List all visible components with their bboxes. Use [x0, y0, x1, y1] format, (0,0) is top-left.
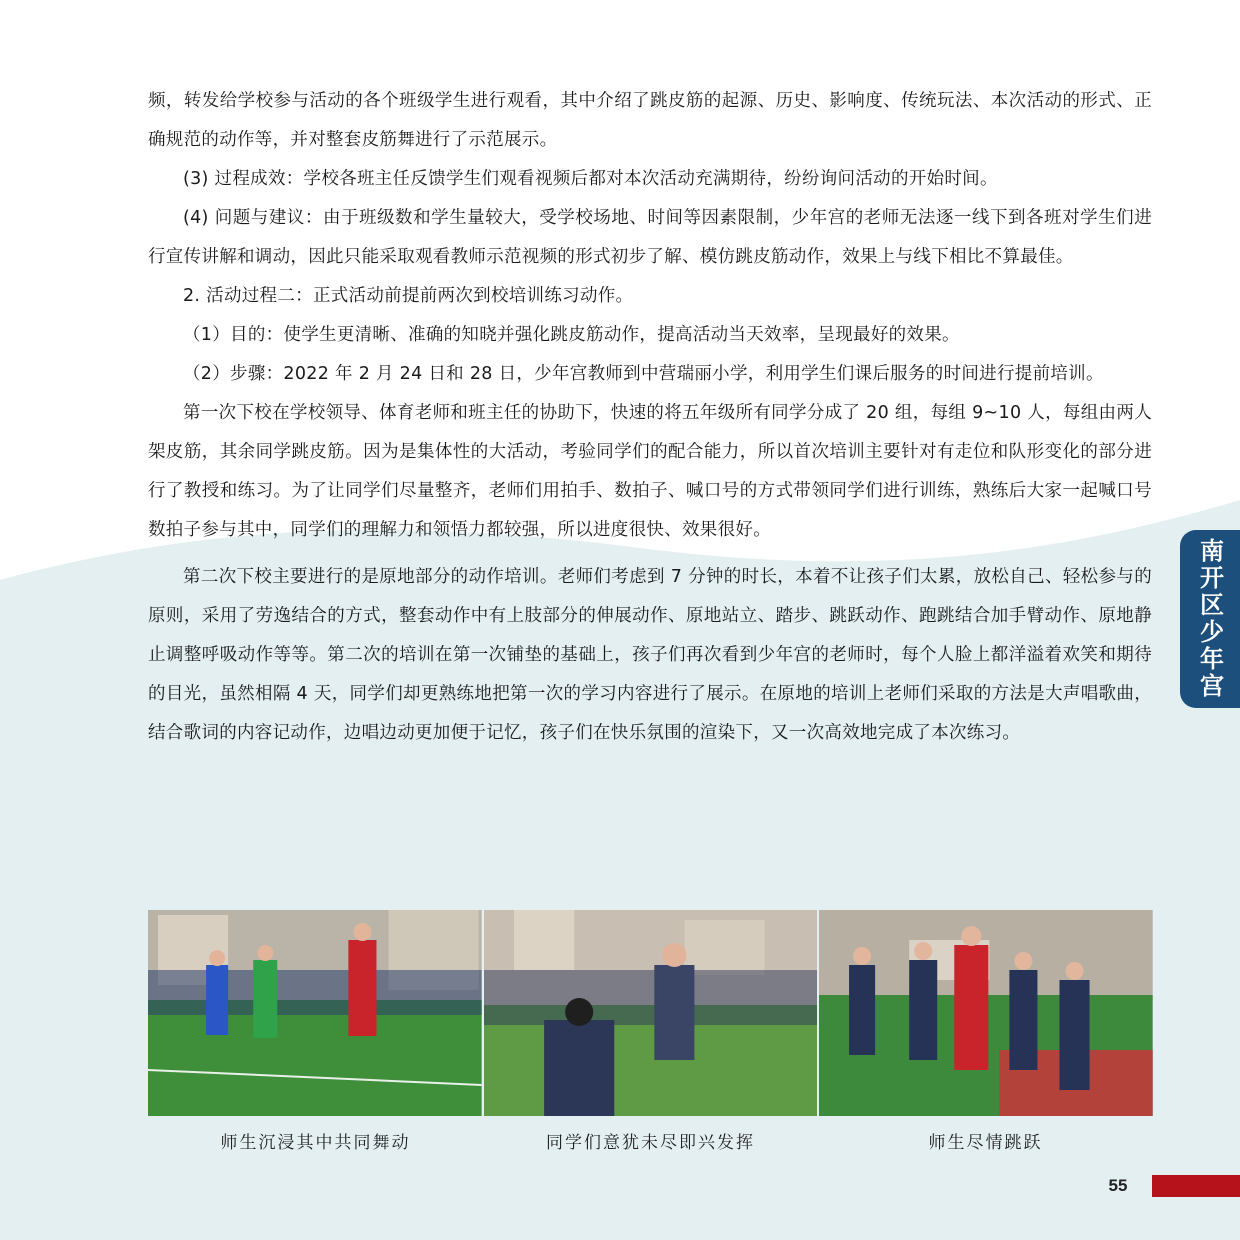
photo-caption: 同学们意犹未尽即兴发挥	[546, 1133, 755, 1153]
footer-accent-bar	[1152, 1175, 1240, 1197]
body-text	[148, 82, 1152, 753]
photo-strip	[148, 910, 1153, 1116]
paragraph-8: 第二次下校主要进行的是原地部分的动作培训。老师们考虑到 7 分钟的时长，本着不让孩子们太累，放松自己、轻松参与的原则，采用了劳逸结合的方式，整套动作中有上肢部分的伸展动作、原地站立、踏步、跳跃动作、跑跳结合加手臂动作、原地静止调整呼吸动作等等。第二次的培训在第一次铺垫的基础上，孩子们再次看到少年宫的老师时，每个人脸上都洋溢着欢笑和期待的目光，虽然相隔 4 天，同学们却更熟练地把第一次的学习内容进行了展示。在原地的培训上老师们采取的方法是大声唱歌曲，结合歌词的内容记动作，边唱边动更加便于记忆，孩子们在快乐氛围的渲染下，又一次高效地完成了本次练习。	[148, 567, 1152, 743]
paragraph-4: 2. 活动过程二：正式活动前提前两次到校培训练习动作。	[183, 286, 634, 306]
photo-dancing	[148, 910, 482, 1116]
paragraph-2: (3) 过程成效：学校各班主任反馈学生们观看视频后都对本次活动充满期待，纷纷询问活动的开始时间。	[183, 169, 998, 189]
paragraph-7: 第一次下校在学校领导、体育老师和班主任的协助下，快速的将五年级所有同学分成了 20 组，每组 9~10 人，每组由两人架皮筋，其余同学跳皮筋。因为是集体性的大活动，考验同学们的配合能力，所以首次培训主要针对有走位和队形变化的部分进行了教授和练习。为了让同学们尽量整齐，老师们用拍手、数拍子、喊口号的方式带领同学们进行训练，熟练后大家一起喊口号数拍子参与其中，同学们的理解力和领悟力都较强，所以进度很快、效果很好。	[148, 403, 1152, 540]
side-tab-label: 南开区少年宫	[1195, 538, 1224, 700]
paragraph-5: （1）目的：使学生更清晰、准确的知晓并强化跳皮筋动作，提高活动当天效率，呈现最好的效果。	[183, 325, 960, 345]
paragraph-6: （2）步骤：2022 年 2 月 24 日和 28 日，少年宫教师到中营瑞丽小学，利用学生们课后服务的时间进行提前培训。	[183, 364, 1104, 384]
photo-jumping	[819, 910, 1153, 1116]
page-number: 55	[1108, 1176, 1128, 1195]
paragraph-1: 频，转发给学校参与活动的各个班级学生进行观看，其中介绍了跳皮筋的起源、历史、影响度、传统玩法、本次活动的形式、正确规范的动作等，并对整套皮筋舞进行了示范展示。	[148, 91, 1152, 150]
section-side-tab	[1180, 530, 1240, 708]
photo-improvising	[484, 910, 818, 1116]
photo-caption: 师生尽情跳跃	[928, 1133, 1043, 1153]
paragraph-3: (4) 问题与建议：由于班级数和学生量较大，受学校场地、时间等因素限制，少年宫的老师无法逐一线下到各班对学生们进行宣传讲解和调动，因此只能采取观看教师示范视频的形式初步了解、模仿跳皮筋动作，效果上与线下相比不算最佳。	[148, 208, 1152, 267]
photo-captions	[148, 1128, 1153, 1153]
photo-caption: 师生沉浸其中共同舞动	[220, 1133, 411, 1153]
